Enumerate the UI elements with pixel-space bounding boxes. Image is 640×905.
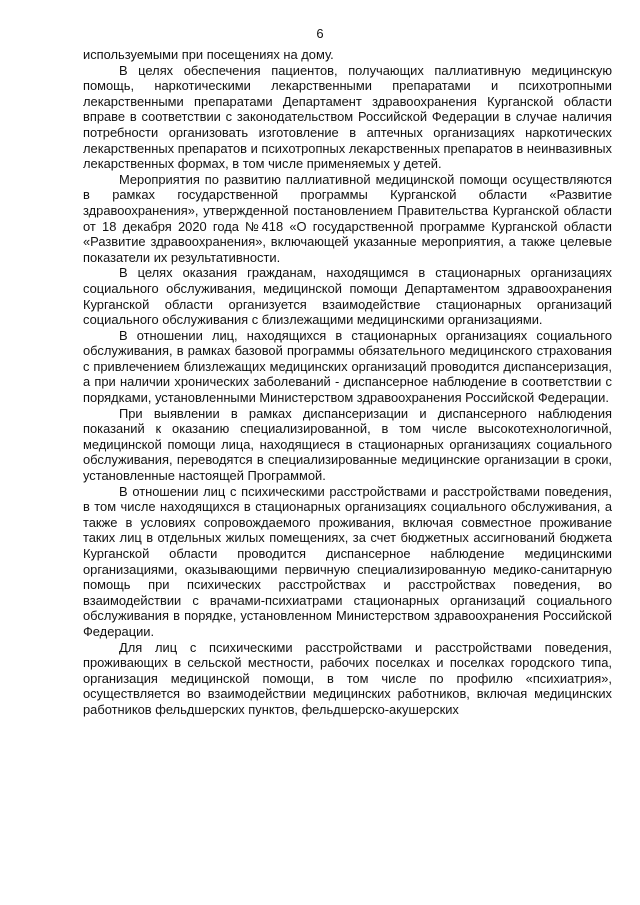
page-number: 6 — [316, 26, 324, 41]
paragraph-dispensarization: В отношении лиц, находящихся в стационарных организациях социального обслуживания, в рамках базовой программы обязательного медицинского страхования с привлечением близлежащих медицинских организаций проводится диспансеризация, а при наличии хронических заболеваний - диспансерное наблюдение в соответствии с порядками, установленными Министерством здравоохранения Российской Федерации. — [83, 327, 612, 406]
document-body — [83, 47, 612, 718]
paragraph-social-institutions: В целях оказания гражданам, находящимся в стационарных организациях социального обслуживания, медицинской помощи Департаментом здравоохранения Курганской области организуется взаимодействие стационарных организаций социального обслуживания с близлежащими медицинскими организациями. — [83, 265, 612, 328]
paragraph-specialized-care: При выявлении в рамках диспансеризации и диспансерного наблюдения показаний к оказанию специализированной, в том числе высокотехнологичной, медицинской помощи лица, находящиеся в стационарных организациях социального обслуживания, переводятся в специализированные медицинские организации в сроки, установленные настоящей Программой. — [83, 405, 612, 484]
paragraph-pharmacy: В целях обеспечения пациентов, получающих паллиативную медицинскую помощь, наркотическими лекарственными препаратами и психотропными лекарственными препаратами Департамент здравоохранения Курганской области вправе в соответствии с законодательством Российской Федерации в случае наличия потребности организовать изготовление в аптечных организациях наркотических лекарственных препаратов и психотропных лекарственных препаратов в неинвазивных лекарственных формах, в том числе применяемых у детей. — [83, 62, 612, 172]
paragraph-continuation: используемыми при посещениях на дому. — [83, 47, 334, 62]
paragraph-mental-disorders: В отношении лиц с психическими расстройствами и расстройствами поведения, в том числе находящихся в стационарных организациях социального обслуживания, а также в условиях сопровождаемого проживания, включая совместное проживание таких лиц в отдельных жилых помещениях, за счет бюджетных ассигнований бюджета Курганской области проводится диспансерное наблюдение медицинскими организациями, оказывающими первичную специализированную медико-санитарную помощь при психических расстройствах и расстройствах поведения, во взаимодействии с врачами-психиатрами стационарных организаций социального обслуживания в порядке, установленном Министерством здравоохранения Российской Федерации. — [83, 483, 612, 639]
paragraph-rural-care: Для лиц с психическими расстройствами и расстройствами поведения, проживающих в сельской местности, рабочих поселках и поселках городского типа, организация медицинской помощи, в том числе по профилю «психиатрия», осуществляется во взаимодействии медицинских работников, включая медицинских работников фельдшерских пунктов, фельдшерско-акушерских — [83, 639, 612, 717]
paragraph-program-measures: Мероприятия по развитию паллиативной медицинской помощи осуществляются в рамках государственной программы Курганской области «Развитие здравоохранения», утвержденной постановлением Правительства Курганской области от 18 декабря 2020 года №418 «О государственной программе Курганской области «Развитие здравоохранения», включающей указанные мероприятия, а также целевые показатели их результативности. — [83, 171, 612, 265]
